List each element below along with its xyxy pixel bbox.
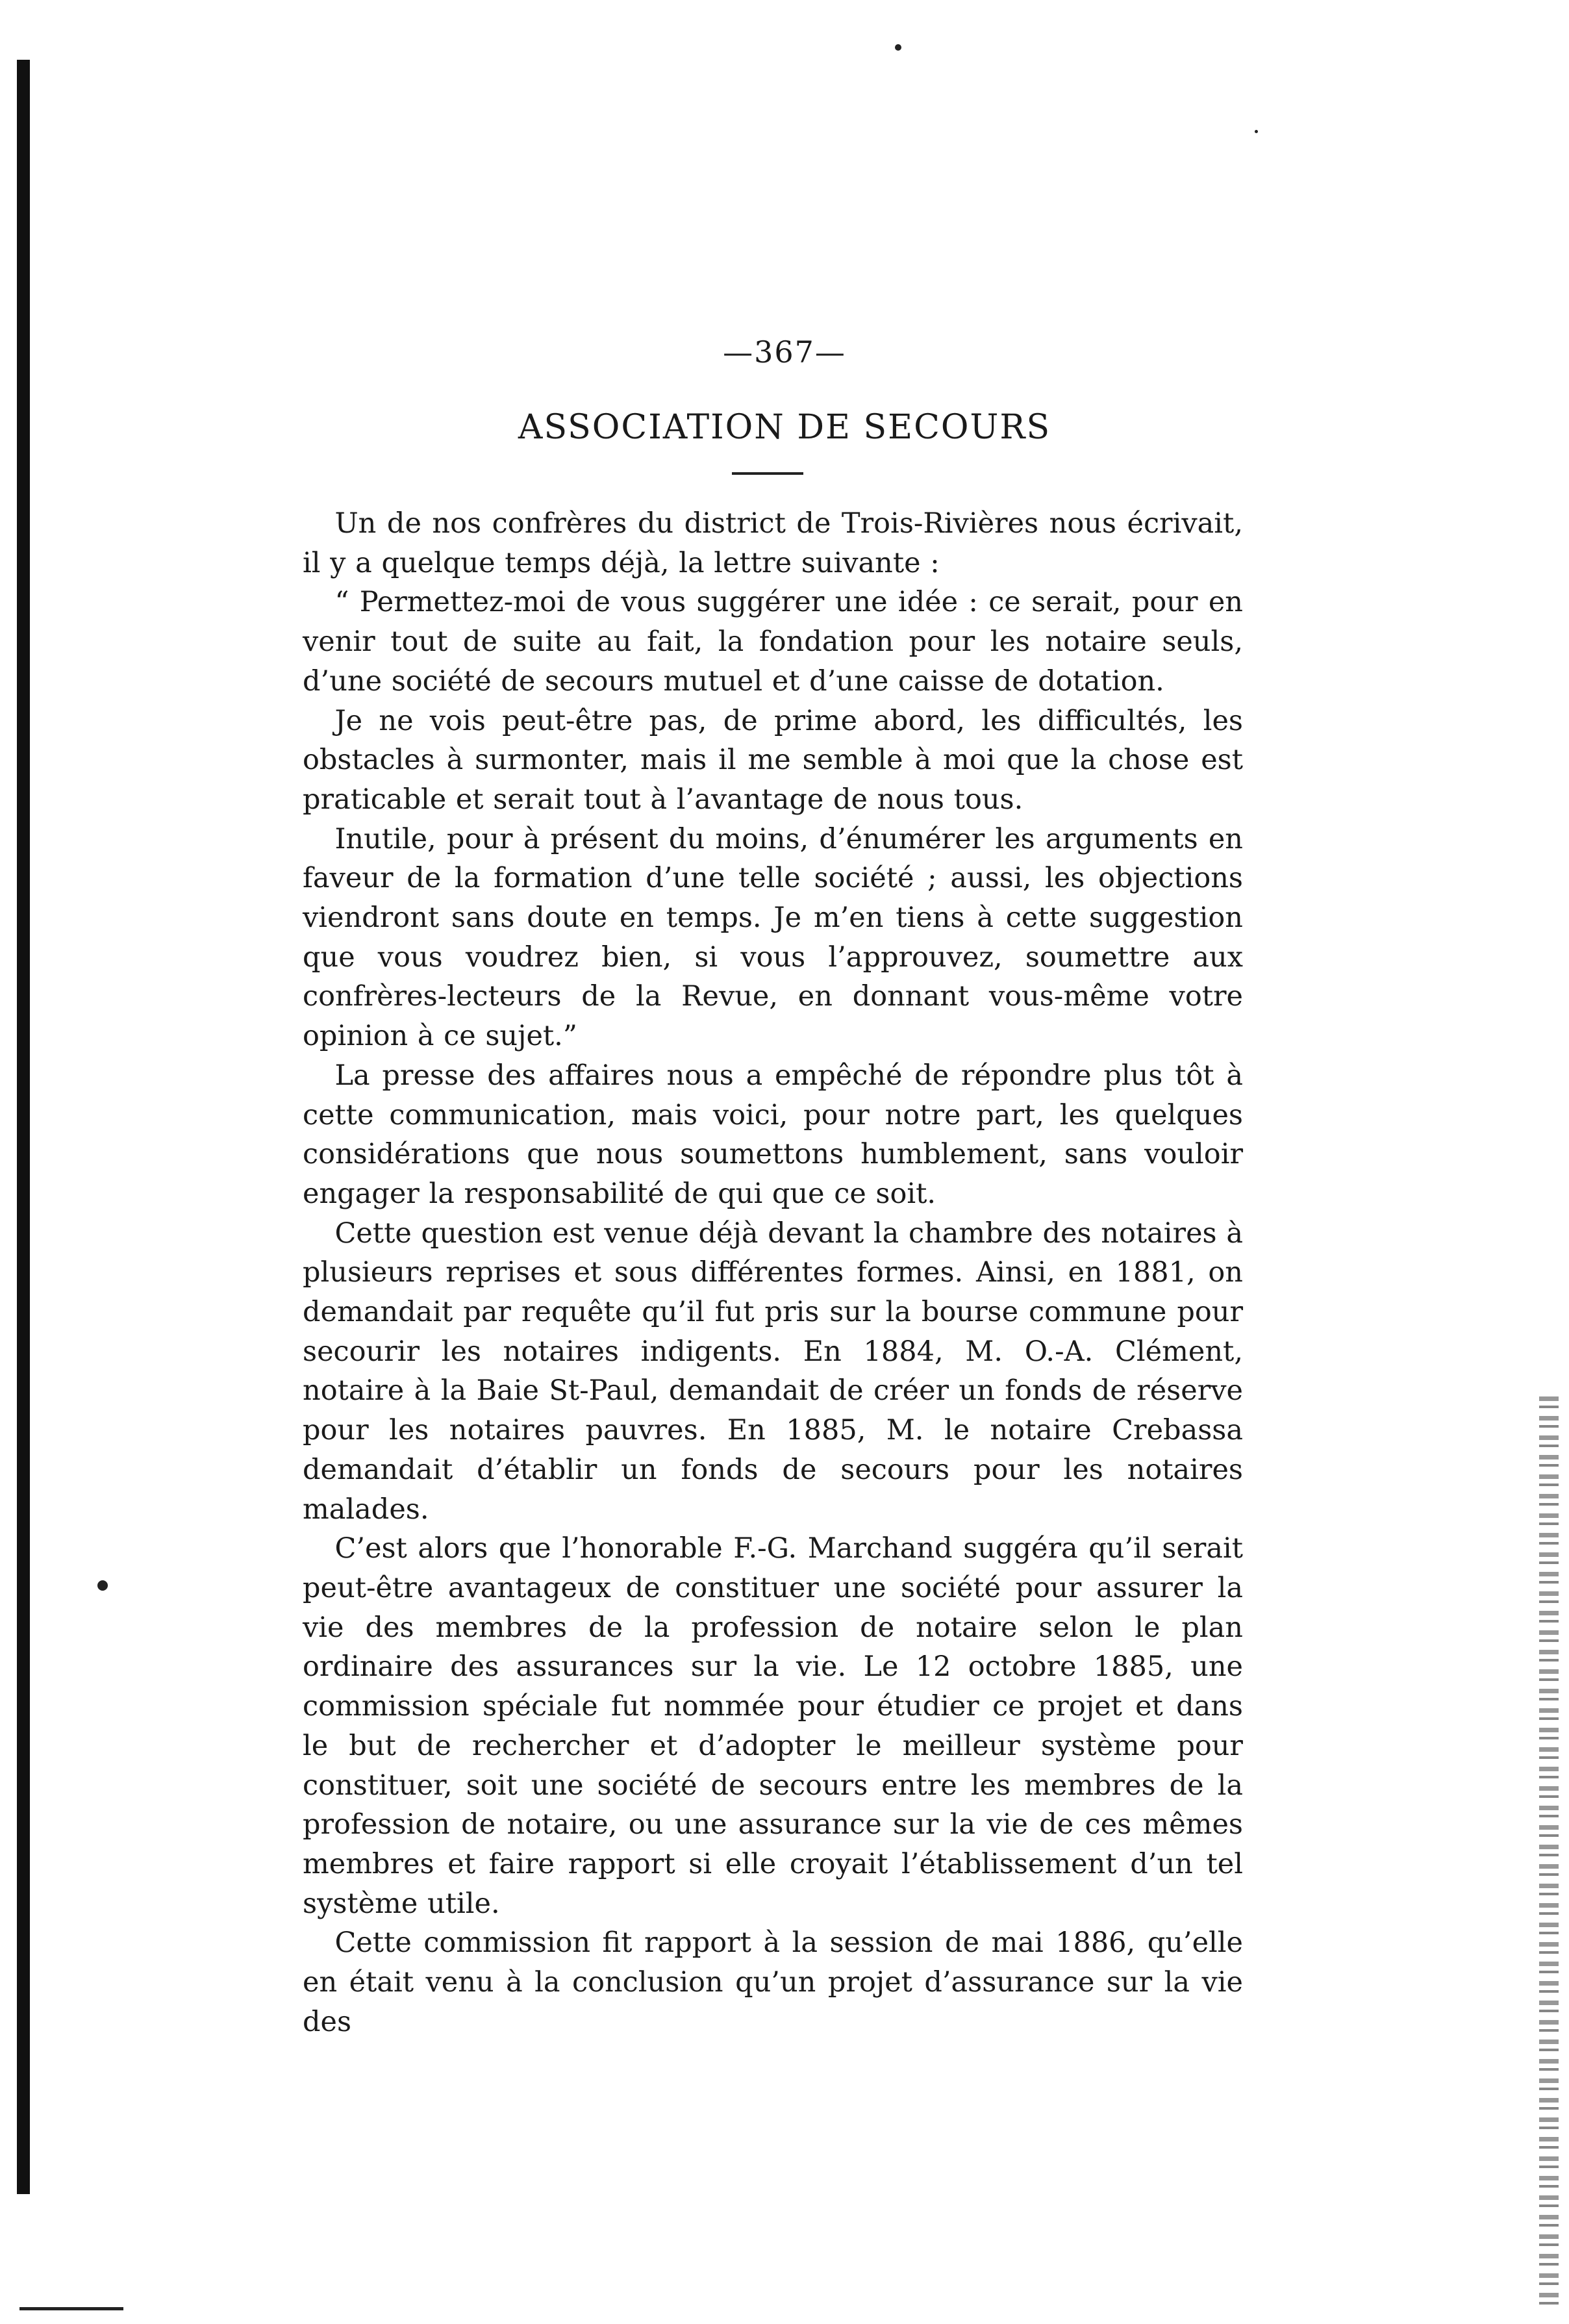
- paragraph: Inutile, pour à présent du moins, d’énumérer les arguments en faveur de la formation d’une telle société ; aussi, les objections viendront sans doute en temps. Je m’en tiens à cette suggestion que vous voudrez bien, si vous l’approuvez, soumettre aux confrères-lecteurs de la Revue, en donnant vous-même votre opinion à ce sujet.”: [303, 822, 1243, 1053]
- page-number: —367—: [723, 335, 846, 370]
- footer-rule: [19, 2307, 123, 2310]
- title-divider: [732, 472, 803, 475]
- scan-speck: [1255, 130, 1258, 133]
- page-title: ASSOCIATION DE SECOURS: [518, 408, 1051, 447]
- paragraph: Un de nos confrères du district de Trois-Rivières nous écrivait, il y a quelque temps déjà, la lettre suivante :: [303, 507, 1243, 579]
- body-text: [303, 504, 1243, 2041]
- scan-page-edge-noise: [1539, 1396, 1559, 2306]
- paragraph: Cette commission fit rapport à la session de mai 1886, qu’elle en était venu à la conclusion qu’un projet d’assurance sur la vie des: [303, 1926, 1243, 2038]
- scan-speck: [895, 44, 901, 51]
- paragraph: La presse des affaires nous a empêché de répondre plus tôt à cette communication, mais voici, pour notre part, les quelques considérations que nous soumettons humblement, sans vouloir engager la responsabilité de qui que ce soit.: [303, 1059, 1243, 1210]
- paragraph: Je ne vois peut-être pas, de prime abord, les difficultés, les obstacles à surmonter, mais il me semble à moi que la chose est praticable et serait tout à l’avantage de nous tous.: [303, 704, 1243, 816]
- paragraph: “ Permettez-moi de vous suggérer une idée : ce serait, pour en venir tout de suite au fait, la fondation pour les notaire seuls, d’une société de secours mutuel et d’une caisse de dotation.: [303, 586, 1243, 698]
- paragraph: Cette question est venue déjà devant la chambre des notaires à plusieurs reprises et sous différentes formes. Ainsi, en 1881, on demandait par requête qu’il fut pris sur la bourse commune pour secourir les notaires indigents. En 1884, M. O.-A. Clément, notaire à la Baie St-Paul, demandait de créer un fonds de réserve pour les notaires pauvres. En 1885, M. le notaire Crebassa demandait d’établir un fonds de secours pour les notaires malades.: [303, 1217, 1243, 1526]
- scan-speck: [97, 1580, 108, 1591]
- paragraph: C’est alors que l’honorable F.-G. Marchand suggéra qu’il serait peut-être avantageux de constituer une société pour assurer la vie des membres de la profession de notaire selon le plan ordinaire des assurances sur la vie. Le 12 octobre 1885, une commission spéciale fut nommée pour étudier ce projet et dans le but de rechercher et d’adopter le meilleur système pour constituer, soit une société de secours entre les membres de la profession de notaire, ou une assurance sur la vie de ces mêmes membres et faire rapport si elle croyait l’établissement d’un tel système utile.: [303, 1532, 1243, 1920]
- scan-binding-edge: [17, 60, 30, 2194]
